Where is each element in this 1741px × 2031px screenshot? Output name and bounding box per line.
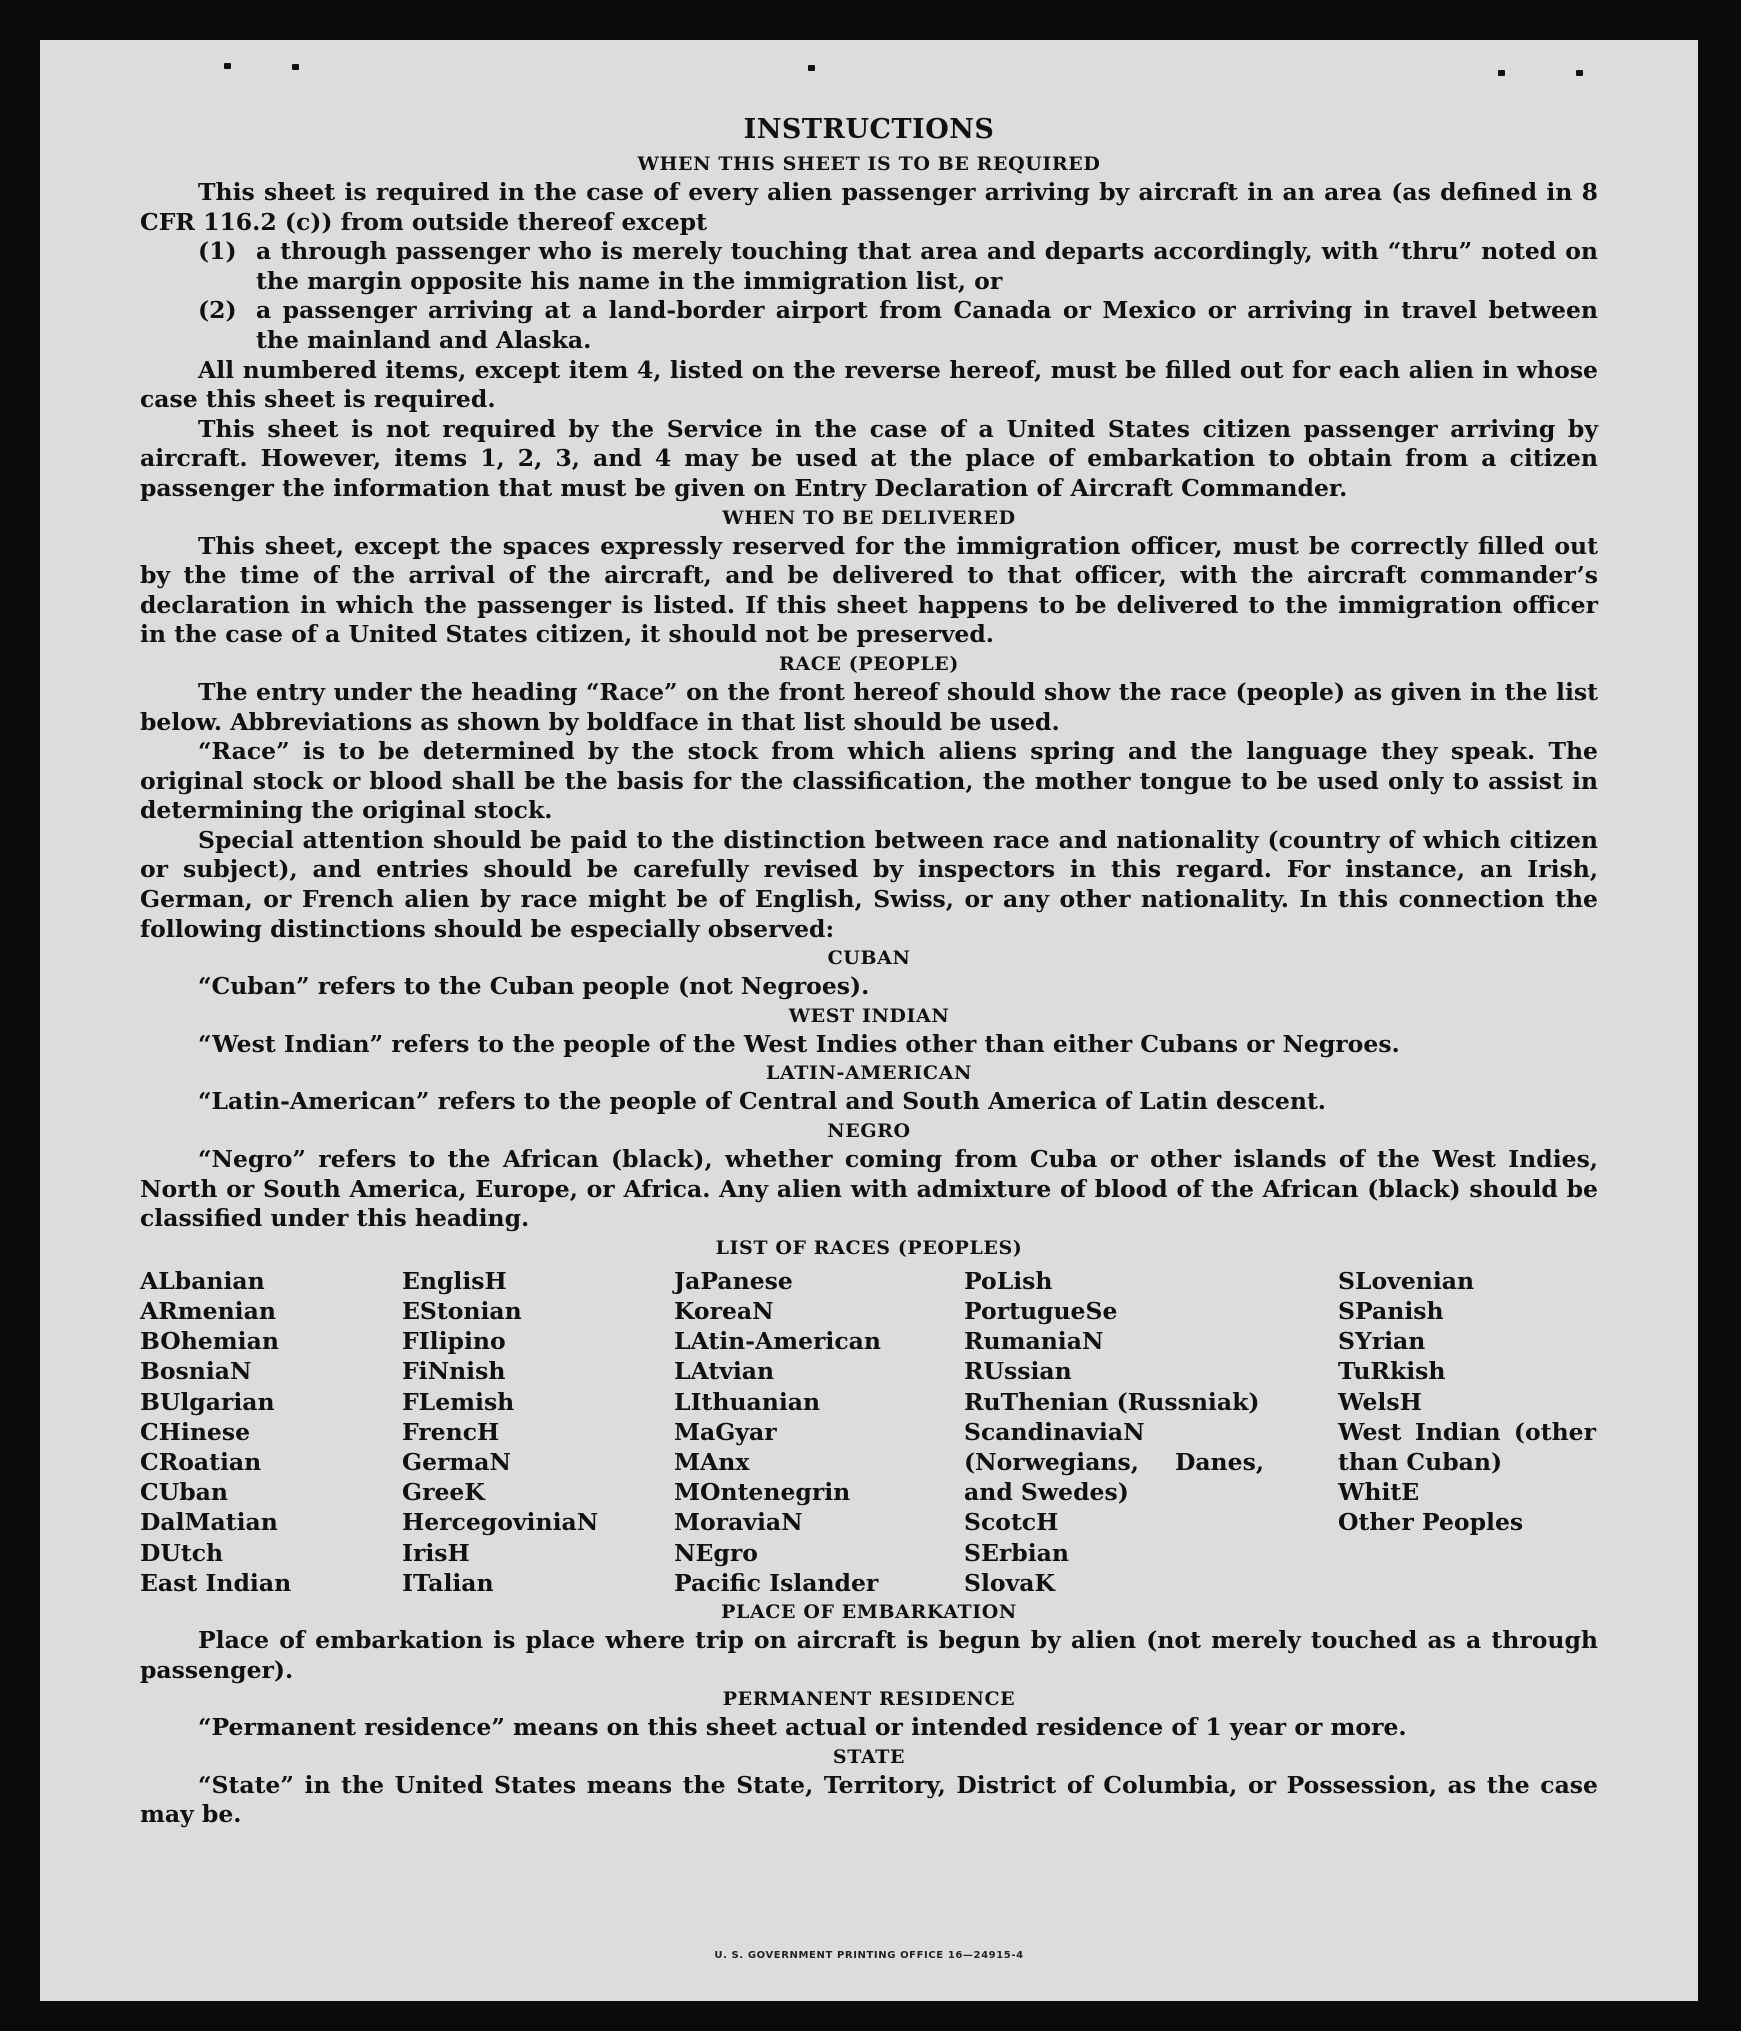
scan-speck (292, 64, 299, 70)
section-heading: LIST OF RACES (PEOPLES) (715, 1236, 1023, 1259)
race-entry: ScotcH (964, 1508, 1059, 1537)
race-entry: CUban (140, 1478, 228, 1507)
paragraph: This sheet is required in the case of every alien passenger arriving by aircraft in an area (as defined in 8 CFR 116.2 (c)) from outside thereof except (140, 178, 1598, 236)
race-entry: SYrian (1338, 1327, 1426, 1356)
race-entry: FrencH (402, 1417, 500, 1446)
paragraph: The entry under the heading “Race” on the front hereof should show the race (people) as given in the list below. Abbreviations as shown by boldface in that list should be used. (140, 677, 1598, 736)
race-entry: NEgro (674, 1538, 758, 1567)
section-heading: CUBAN (827, 947, 911, 970)
scan-speck (808, 65, 815, 71)
race-list (140, 1266, 1598, 1598)
race-entry: CHinese (140, 1417, 251, 1446)
section-heading: RACE (PEOPLE) (779, 652, 959, 675)
race-entry: LIthuanian (674, 1387, 821, 1416)
race-entry: RumaniaN (964, 1327, 1104, 1356)
race-entry: FiNnish (402, 1357, 506, 1386)
page-title: INSTRUCTIONS (743, 114, 995, 145)
paragraph: All numbered items, except item 4, listed on the reverse hereof, must be filled out for each alien in whose case this sheet is required. (140, 355, 1598, 414)
race-entry: ITalian (402, 1568, 494, 1597)
race-entry: BOhemian (140, 1327, 279, 1356)
race-entry: SPanish (1338, 1297, 1444, 1326)
race-entry: FLemish (402, 1387, 515, 1416)
race-entry: KoreaN (674, 1297, 774, 1326)
race-entry: GreeK (402, 1478, 485, 1507)
race-entry: Other Peoples (1338, 1508, 1524, 1537)
race-column (402, 1266, 674, 1598)
race-entry: WelsH (1338, 1387, 1422, 1416)
race-entry: JaPanese (674, 1266, 793, 1295)
race-column (674, 1266, 964, 1598)
race-entry: SErbian (964, 1538, 1069, 1567)
race-entry: MoraviaN (674, 1508, 803, 1537)
paragraph: “State” in the United States means the State, Territory, District of Columbia, or Possession, as the case may be. (140, 1770, 1598, 1829)
race-entry: Pacific Islander (674, 1568, 879, 1597)
item-text: a passenger arriving at a land-border airport from Canada or Mexico or arriving in travel between the mainland and Alaska. (256, 296, 1598, 354)
paragraph: “Negro” refers to the African (black), whether coming from Cuba or other islands of the West Indies, North or South America, Europe, or Africa. Any alien with admixture of blood of the African (black) should be classified under this heading. (140, 1145, 1598, 1233)
race-entry: West Indian (other than Cuban) (1338, 1417, 1596, 1477)
race-entry: BosniaN (140, 1357, 252, 1386)
printer-imprint: U. S. GOVERNMENT PRINTING OFFICE 16—24915-4 (714, 1950, 1024, 1961)
section-heading: WHEN THIS SHEET IS TO BE REQUIRED (637, 153, 1101, 175)
race-entry: MaGyar (674, 1417, 777, 1446)
race-entry: IrisH (402, 1538, 470, 1567)
section-heading: LATIN-AMERICAN (766, 1062, 972, 1085)
race-column (964, 1266, 1338, 1598)
race-entry: RuThenian (Russniak) (964, 1387, 1260, 1416)
race-entry: DalMatian (140, 1508, 278, 1537)
section-heading: PLACE OF EMBARKATION (721, 1601, 1017, 1624)
race-entry: PoLish (964, 1266, 1053, 1295)
scan-speck (1576, 70, 1583, 76)
race-entry: LAtvian (674, 1357, 775, 1386)
race-entry: ALbanian (140, 1266, 265, 1295)
race-entry: CRoatian (140, 1448, 262, 1477)
paragraph: “Cuban” refers to the Cuban people (not Negroes). (198, 972, 870, 1001)
race-entry: ScandinaviaN (Norwegians, Danes, and Swedes) (964, 1417, 1264, 1507)
paragraph: “Permanent residence” means on this sheet actual or intended residence of 1 year or more. (198, 1713, 1407, 1742)
section-heading: STATE (832, 1745, 906, 1768)
paragraph: Place of embarkation is place where trip on aircraft is begun by alien (not merely touched as a through passenger). (140, 1626, 1598, 1684)
race-column (1338, 1266, 1598, 1598)
exception-item (198, 296, 1598, 355)
section-heading: PERMANENT RESIDENCE (722, 1688, 1016, 1711)
race-entry: RUssian (964, 1357, 1072, 1386)
race-entry: EStonian (402, 1297, 522, 1326)
race-entry: SLovenian (1338, 1266, 1475, 1295)
race-entry: HercegoviniaN (402, 1508, 599, 1537)
race-entry: MOntenegrin (674, 1478, 851, 1507)
section-heading: NEGRO (827, 1120, 911, 1143)
paragraph: This sheet, except the spaces expressly reserved for the immigration officer, must be correctly filled out by the time of the arrival of the aircraft, and be delivered to that officer, with the aircraft commander’s declaration in which the passenger is listed. If this sheet happens to be delivered to the immigration officer in the case of a United States citizen, it should not be preserved. (140, 531, 1598, 649)
paragraph: Special attention should be paid to the distinction between race and nationality (country of which citizen or subject), and entries should be carefully revised by inspectors in this regard. For instance, an Irish, German, or French alien by race might be of English, Swiss, or any other nationality. In this connection the following distinctions should be especially observed: (140, 825, 1598, 943)
race-entry: MAnx (674, 1448, 750, 1477)
exception-item (198, 237, 1598, 296)
race-entry: FIlipino (402, 1327, 506, 1356)
race-column (140, 1266, 402, 1598)
race-entry: BUlgarian (140, 1387, 275, 1416)
race-entry: TuRkish (1338, 1357, 1446, 1386)
paragraph: This sheet is not required by the Service in the case of a United States citizen passenger arriving by aircraft. However, items 1, 2, 3, and 4 may be used at the place of embarkation to obtain from a citizen passenger the information that must be given on Entry Declaration of Aircraft Commander. (140, 414, 1598, 502)
paragraph: “Race” is to be determined by the stock from which aliens spring and the language they speak. The original stock or blood shall be the basis for the classification, the mother tongue to be used only to assist in determining the original stock. (140, 737, 1598, 825)
item-number: (1) (198, 237, 237, 266)
race-entry: GermaN (402, 1448, 511, 1477)
race-entry: DUtch (140, 1538, 224, 1567)
section-heading: WEST INDIAN (788, 1004, 950, 1027)
item-number: (2) (198, 296, 237, 325)
race-entry: WhitE (1338, 1478, 1420, 1507)
document-page (40, 40, 1698, 2001)
scan-speck (1498, 70, 1505, 76)
paragraph: “West Indian” refers to the people of the West Indies other than either Cubans or Negroes. (198, 1029, 1400, 1058)
section-heading: WHEN TO BE DELIVERED (722, 506, 1016, 529)
race-entry: East Indian (140, 1568, 292, 1597)
race-entry: EnglisH (402, 1266, 507, 1295)
race-entry: PortugueSe (964, 1297, 1118, 1326)
race-entry: SlovaK (964, 1568, 1055, 1597)
race-entry: ARmenian (140, 1297, 276, 1326)
paragraph: “Latin-American” refers to the people of Central and South America of Latin descent. (198, 1087, 1326, 1116)
item-text: a through passenger who is merely touching that area and departs accordingly, with “thru” noted on the margin opposite his name in the immigration list, or (256, 237, 1598, 295)
race-entry: LAtin-American (674, 1327, 881, 1356)
scan-speck (224, 63, 231, 69)
instructions-text (140, 110, 1598, 1830)
